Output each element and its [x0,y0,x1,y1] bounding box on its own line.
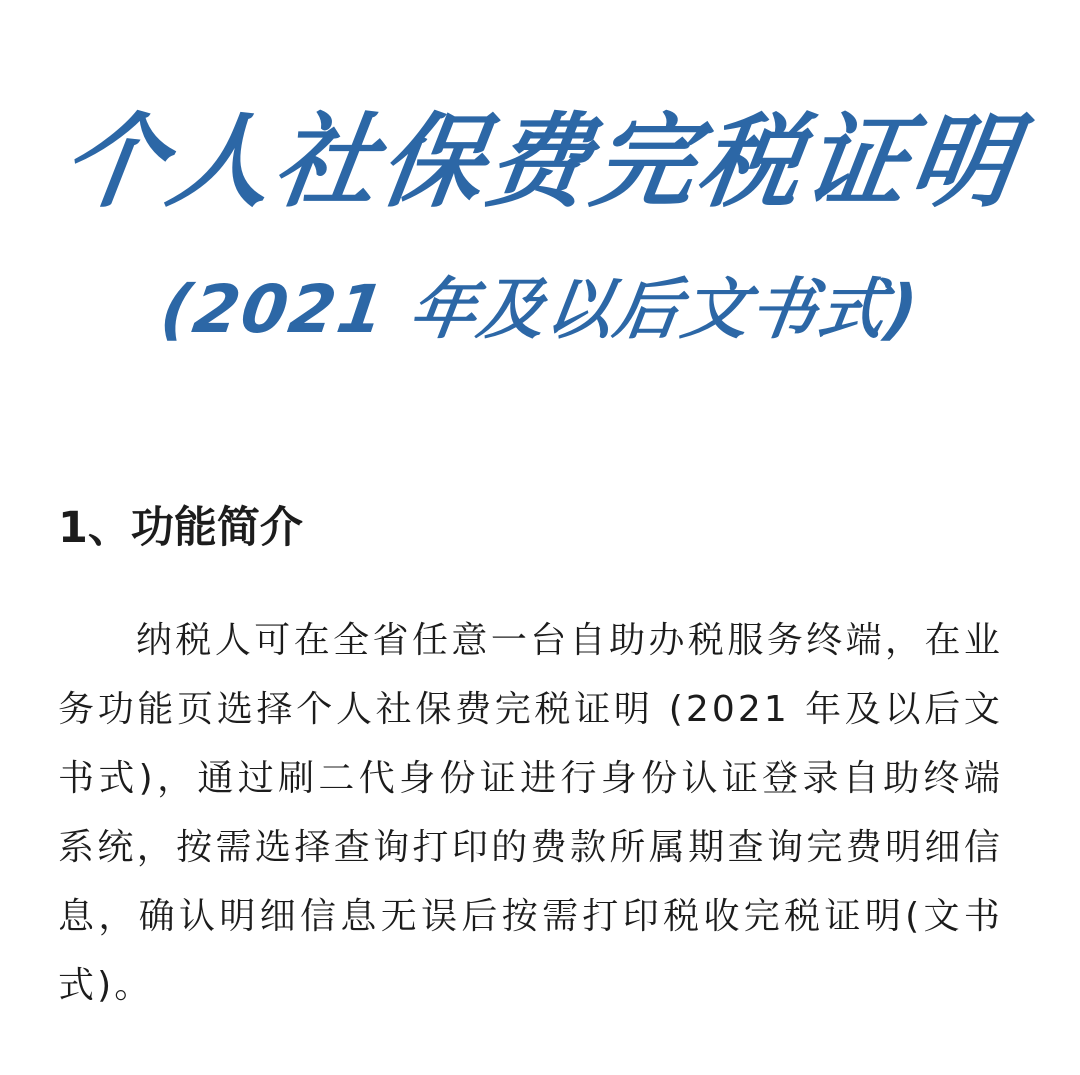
page-subtitle: (2021 年及以后文书式) [156,271,924,348]
page-title: 个人社保费完税证明 [54,103,1026,222]
section-paragraph: 纳税人可在全省任意一台自助办税服务终端，在业务功能页选择个人社保费完税证明 (2021 年及以后文书式)，通过刷二代身份证进行身份认证登录自助终端系统，按需选择查询打印的费款所属期查询完费明细信息，确认明细信息无误后按需打印税收完税证明(文书式)。 [58,620,1003,1006]
section-heading: 1、功能简介 [58,503,303,553]
